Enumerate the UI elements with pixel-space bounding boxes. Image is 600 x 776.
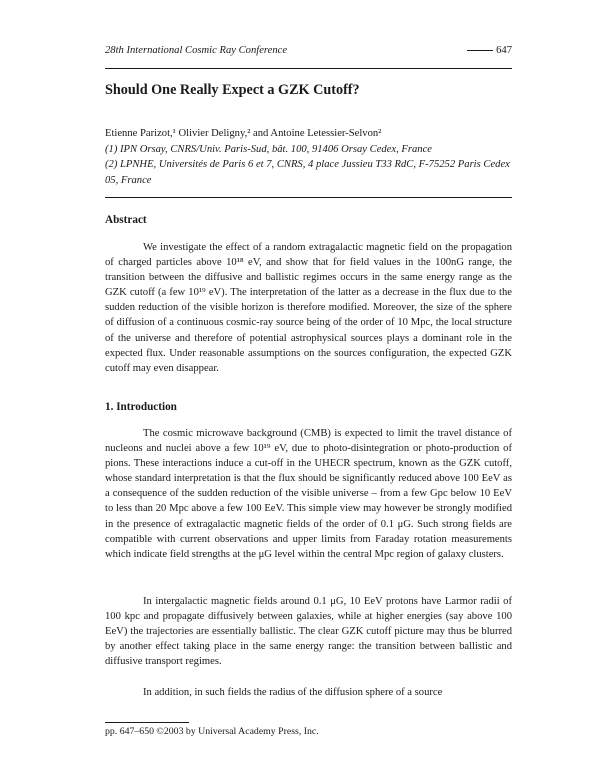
affiliation-1: (1) IPN Orsay, CNRS/Univ. Paris-Sud, bât. 100, 91406 Orsay Cedex, France [105,143,432,155]
abstract-text: We investigate the effect of a random extragalactic magnetic field on the propagation of charged particles above 10¹⁸ eV, and show that for field values in the 100nG range, the transition between the diffusive and ballistic regimes occurs in the same energy range as the GZK cutoff (a few 10¹⁹ eV). The interpretation of the latter as a decrease in the flux due to the sudden reduction of the visible horizon is therefore modified. Moreover, the size of the sphere of diffusion of a continuous cosmic-ray source being of the order of 10 Mpc, the local structure of the universe and therefore of potential astrophysical sources plays a dominant role in the expected flux. Under reasonable assumptions on the sources configuration, the expected GZK cutoff may even disappear. [105,242,512,374]
section-rule [105,197,512,198]
affiliation-2: (2) LPNHE, Universités de Paris 6 et 7, CNRS, 4 place Jussieu T33 RdC, F-75252 Paris Cedex 05, France [105,159,510,186]
author-block [105,126,515,188]
footer-citation: pp. 647–650 ©2003 by Universal Academy Press, Inc. [105,726,319,737]
intro-paragraph-3: In addition, in such fields the radius of the diffusion sphere of a source [143,687,443,698]
paper-title: Should One Really Expect a GZK Cutoff? [105,82,360,98]
introduction-heading: 1. Introduction [105,401,177,413]
footer-rule [105,722,189,723]
intro-paragraph-1: The cosmic microwave background (CMB) is expected to limit the travel distance of nucleons and nuclei above a few 10¹⁹ eV, due to photo-disintegration or photo-production of pions. These interactions induce a cut-off in the UHECR spectrum, known as the GZK cutoff, whose standard interpretation is that the flux should be significantly reduced above 100 EeV as a consequence of the sudden reduction of the visible universe – from a few Gpc below 10 EeV to less than 20 Mpc above a few 100 EeV. This simple view may however be strongly modified in the presence of extragalactic magnetic fields of the order of 0.1 μG. Such strong fields are compatible with current observations and upper limits from Faraday rotation measurements which indicate field strengths at the μG level within the central Mpc region of galaxy clusters. [105,428,512,560]
intro-paragraph-2: In intergalactic magnetic fields around 0.1 μG, 10 EeV protons have Larmor radii of 100 kpc and propagate diffusively between galaxies, while at higher energies (say above 100 EeV) the trajectories are essentially ballistic. The clear GZK cutoff picture may thus be blurred by another effect taking place in the same energy range: the transition between ballistic and diffusive transport regimes. [105,596,512,668]
conference-name: 28th International Cosmic Ray Conference [105,45,288,56]
abstract-heading: Abstract [105,214,147,226]
author-names: Etienne Parizot,¹ Olivier Deligny,² and Antoine Letessier-Selvon² [105,128,382,139]
page-number: 647 [467,45,512,56]
header-rule [105,68,512,69]
running-header [105,45,512,56]
